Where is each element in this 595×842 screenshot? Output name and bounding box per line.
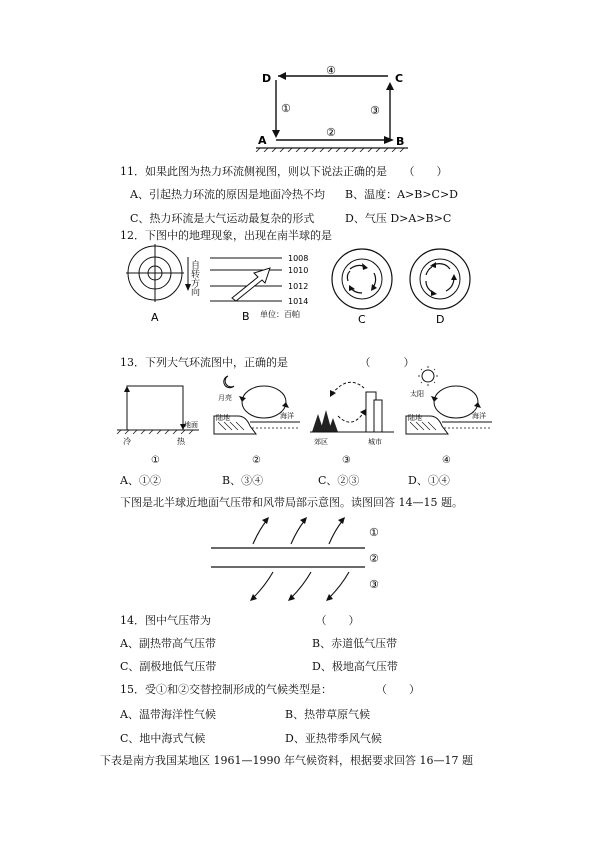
fig4-land: 陆地 xyxy=(408,414,422,422)
q13-figure-1 xyxy=(115,372,205,467)
q13-option-b[interactable]: B、③④ xyxy=(222,474,264,487)
corner-d: D xyxy=(262,72,272,85)
fig4-sea: 海洋 xyxy=(472,412,486,420)
q15-option-c[interactable]: C、地中海式气候 xyxy=(120,732,206,745)
isobar-1012: 1012 xyxy=(288,282,309,291)
question-15-stem: 15．受①和②交替控制形成的气候类型是： （ ） xyxy=(120,683,420,696)
thermal-circulation-figure xyxy=(248,62,418,152)
intro-16-17: 下表是南方我国某地区 1961—1990 年气候资料，根据要求回答 16—17 题 xyxy=(100,754,473,767)
rotation-direction-label: 自转方向 xyxy=(191,261,201,298)
q13-figure-4 xyxy=(404,366,496,467)
q13-figure-3 xyxy=(308,372,398,467)
q15-option-d[interactable]: D、亚热带季风气候 xyxy=(285,732,382,745)
fig1-hot: 热 xyxy=(177,437,185,446)
intro-14-15: 下图是北半球近地面气压带和风带局部示意图。读图回答 14—15 题。 xyxy=(120,496,463,509)
fig1-ground: 地面 xyxy=(184,421,198,429)
q11-option-a[interactable]: A、引起热力环流的原因是地面冷热不均 xyxy=(130,188,325,201)
question-13-stem: 13．下列大气环流图中，正确的是 （ ） xyxy=(120,356,415,369)
fig2-sea: 海洋 xyxy=(280,412,294,420)
arrow-label-3: ③ xyxy=(370,104,380,117)
fig2-moon: 月亮 xyxy=(218,394,232,402)
fig2-num: ② xyxy=(252,455,261,466)
q14-option-a[interactable]: A、副热带高气压带 xyxy=(120,637,216,650)
q12-figure-d xyxy=(406,245,476,325)
fig1-cold: 冷 xyxy=(123,437,131,446)
fig-d-label: D xyxy=(436,313,445,325)
q13-option-c[interactable]: C、②③ xyxy=(318,474,360,487)
question-12-stem: 12．下图中的地理现象，出现在南半球的是 xyxy=(120,229,332,242)
fig2-land: 陆地 xyxy=(216,414,230,422)
fig-b-unit: 单位：百帕 xyxy=(260,310,300,319)
q11-option-d[interactable]: D、气压 D>A>B>C xyxy=(345,212,452,225)
q11-option-b[interactable]: B、温度：A>B>C>D xyxy=(345,188,458,201)
arrow-label-4: ④ xyxy=(326,64,336,77)
arrow-label-1: ① xyxy=(281,102,291,115)
fig3-suburb: 郊区 xyxy=(314,438,328,446)
fig3-city: 城市 xyxy=(368,438,382,446)
pressure-wind-belt-figure xyxy=(205,514,395,606)
q11-option-c[interactable]: C、热力环流是大气运动最复杂的形式 xyxy=(130,212,315,225)
q14-option-b[interactable]: B、赤道低气压带 xyxy=(312,637,398,650)
belt-1: ① xyxy=(369,526,379,539)
fig4-sun: 太阳 xyxy=(410,390,424,398)
corner-a: A xyxy=(258,134,267,147)
isobar-1014: 1014 xyxy=(288,297,309,306)
isobar-1010: 1010 xyxy=(288,266,309,275)
fig3-num: ③ xyxy=(342,455,351,466)
corner-c: C xyxy=(395,72,404,85)
corner-b: B xyxy=(396,135,405,148)
isobar-1008: 1008 xyxy=(288,254,309,263)
fig4-num: ④ xyxy=(442,455,451,466)
question-11-stem: 11．如果此图为热力环流侧视图，则以下说法正确的是 （ ） xyxy=(120,165,448,178)
question-14-stem: 14．图中气压带为 （ ） xyxy=(120,614,360,627)
fig-a-label: A xyxy=(151,311,159,324)
q12-figure-b xyxy=(210,250,320,325)
q13-option-a[interactable]: A、①② xyxy=(120,474,161,487)
fig1-num: ① xyxy=(151,455,160,466)
fig-b-label: B xyxy=(242,310,250,323)
q14-option-d[interactable]: D、极地高气压带 xyxy=(312,660,398,673)
q15-option-b[interactable]: B、热带草原气候 xyxy=(285,708,371,721)
fig-c-label: C xyxy=(358,313,366,325)
q15-option-a[interactable]: A、温带海洋性气候 xyxy=(120,708,216,721)
q12-figure-a xyxy=(122,243,202,325)
belt-3: ③ xyxy=(369,578,379,591)
q14-option-c[interactable]: C、副极地低气压带 xyxy=(120,660,217,673)
q13-option-d[interactable]: D、①④ xyxy=(408,474,450,487)
belt-2: ② xyxy=(369,552,379,565)
q13-figure-2 xyxy=(212,372,304,467)
arrow-label-2: ② xyxy=(326,126,336,139)
q12-figure-c xyxy=(328,245,398,325)
